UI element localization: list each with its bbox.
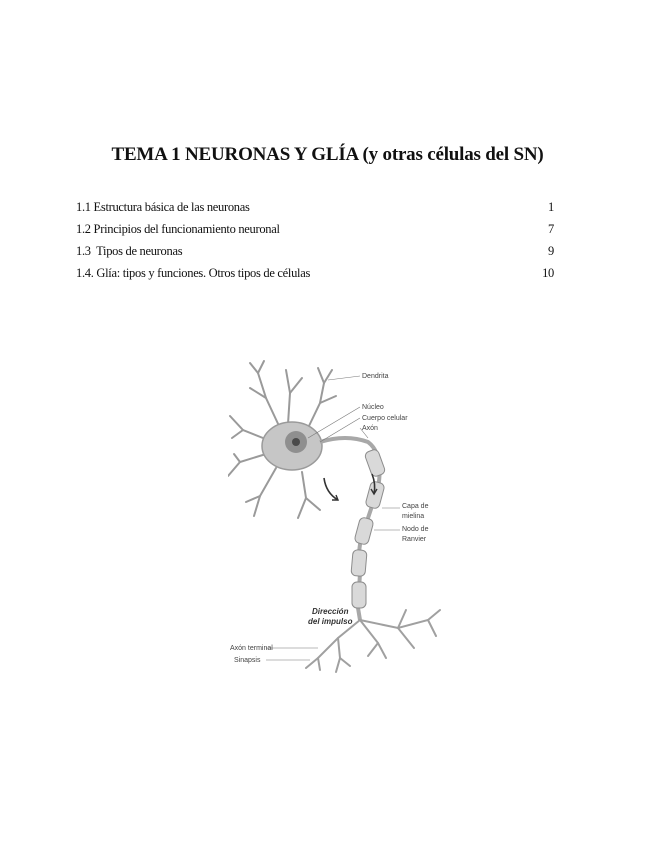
page-title: TEMA 1 NEURONAS Y GLÍA (y otras células del SN) [111,144,544,165]
nucleolus [292,438,300,446]
label-myelin-1: Capa de [402,503,429,510]
toc-entry-title: 1.2 Principios del funcionamiento neuronal [76,222,280,236]
toc-entry[interactable] [76,265,554,287]
label-synapse: Sinapsis [234,657,261,664]
label-myelin-2: mielina [402,513,425,520]
label-nucleus: Núcleo [362,404,384,411]
toc-entry-page: 9 [548,244,554,258]
toc-entry-page: 10 [542,266,554,280]
neuron-illustration [228,358,453,678]
toc-entry-page: 1 [548,200,554,214]
label-axon: Axón [362,425,378,432]
label-node-1: Nodo de [402,526,429,533]
label-impulse-direction-2: del impulso [308,617,353,626]
toc-entry[interactable] [76,221,554,243]
label-node-2: Ranvier [402,536,427,543]
toc-entry-title: 1.4. Glía: tipos y funciones. Otros tipos de células [76,266,311,280]
myelin-sheath [351,448,386,608]
toc-entry-title: 1.1 Estructura básica de las neuronas [76,200,250,214]
toc-entry[interactable] [76,199,554,221]
toc-entry[interactable] [76,243,554,265]
arrow-icon [324,478,338,500]
table-of-contents [76,199,554,287]
neuron-diagram [228,358,453,678]
label-cell-body: Cuerpo celular [362,415,408,422]
toc-entry-page: 7 [548,222,554,236]
label-axon-terminal: Axón terminal [230,645,273,652]
label-dendrite: Dendrita [362,373,389,380]
label-impulse-direction-1: Dirección [312,607,349,616]
toc-entry-title: 1.3 Tipos de neuronas [76,244,183,258]
